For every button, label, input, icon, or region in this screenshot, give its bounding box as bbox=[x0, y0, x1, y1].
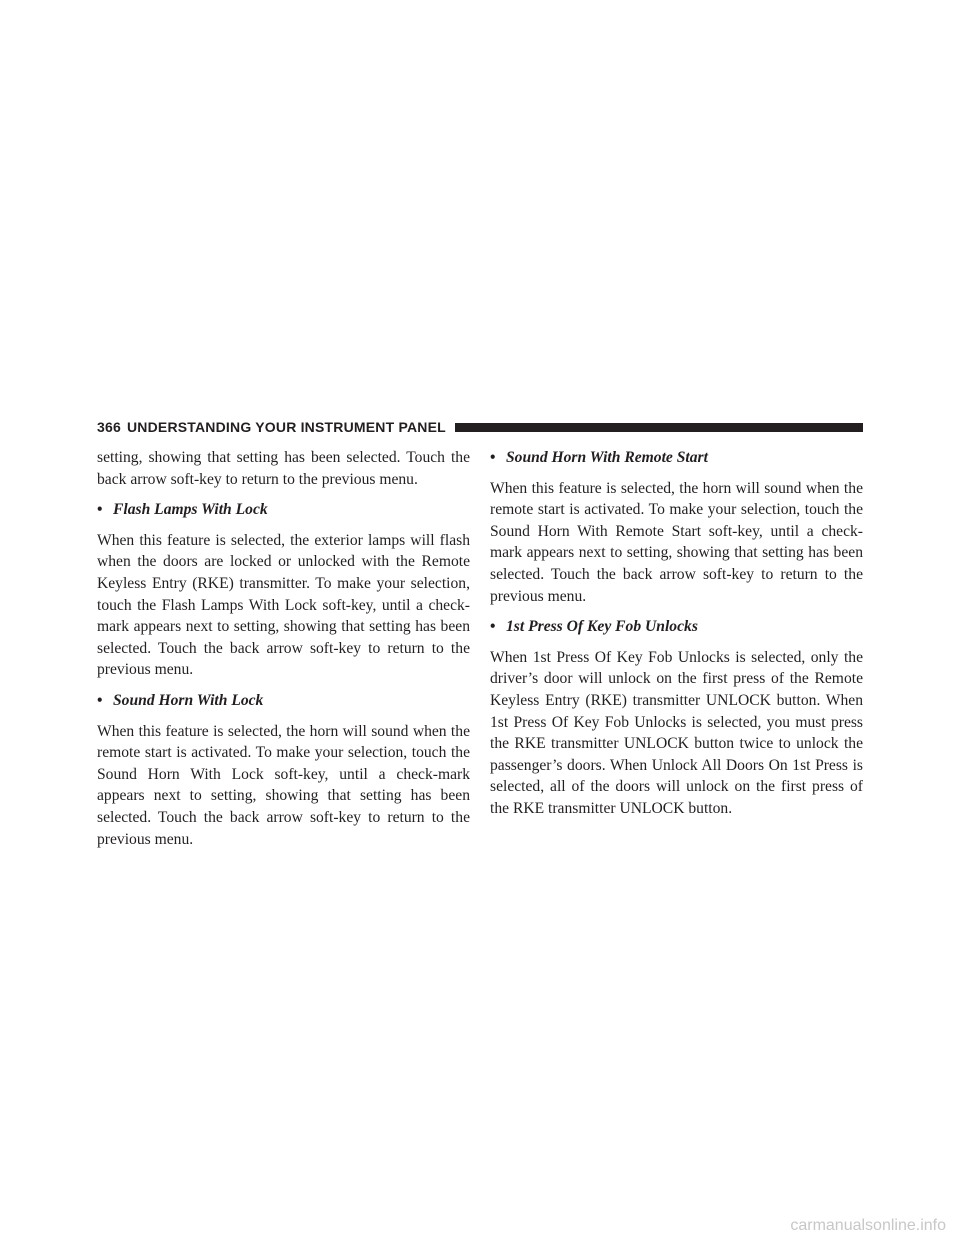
bullet-dot: • bbox=[97, 501, 103, 519]
bullet-sound-horn-remote-start bbox=[490, 447, 863, 469]
key-fob-unlocks-paragraph: When 1st Press Of Key Fob Unlocks is selected, only the driver’s door will unlock on the first press of the Remote Keyless Entry (RKE) transmitter UNLOCK button. When 1st Press Of Key Fob Unlocks is selected, you must press the RKE transmitter UNLOCK button twice to unlock the passenger’s doors. When Unlock All Doors On 1st Press is selected, all of the doors will unlock on the first press of the RKE transmitter UNLOCK button. bbox=[490, 648, 863, 817]
left-column bbox=[97, 447, 470, 859]
right-column bbox=[490, 447, 863, 829]
watermark-logo: carmanualsonline.info bbox=[790, 1217, 946, 1234]
header-rule bbox=[455, 423, 863, 432]
flash-lamps-paragraph: When this feature is selected, the exterior lamps will flash when the doors are locked or unlocked with the Remote Keyless Entry (RKE) transmitter. To make your selection, touch the Flash Lamps With Lock soft-key, until a check-mark appears next to setting, showing that setting has been selected. Touch the back arrow soft-key to return to the previous menu. bbox=[97, 531, 470, 679]
bullet-flash-lamps bbox=[97, 499, 470, 521]
page-header bbox=[97, 417, 863, 437]
bullet-title: Sound Horn With Remote Start bbox=[506, 449, 708, 466]
section-title: UNDERSTANDING YOUR INSTRUMENT PANEL bbox=[126, 419, 446, 435]
bullet-dot: • bbox=[97, 691, 103, 709]
intro-paragraph: setting, showing that setting has been selected. Touch the back arrow soft-key to return to the previous menu. bbox=[97, 449, 470, 488]
bullet-title: 1st Press Of Key Fob Unlocks bbox=[506, 618, 698, 636]
bullet-dot: • bbox=[490, 449, 496, 466]
page-number: 366 bbox=[97, 419, 121, 435]
bullet-dot: • bbox=[490, 618, 496, 636]
bullet-title: Sound Horn With Lock bbox=[113, 691, 264, 709]
bullet-key-fob-unlocks bbox=[490, 616, 863, 638]
bullet-sound-horn-lock bbox=[97, 690, 470, 712]
sound-horn-lock-paragraph: When this feature is selected, the horn will sound when the remote start is activated. To make your selection, touch the Sound Horn With Lock soft-key, until a check-mark appears next to setting, showing that setting has been selected. Touch the back arrow soft-key to return to the previous menu. bbox=[97, 722, 470, 848]
bullet-title: Flash Lamps With Lock bbox=[113, 501, 268, 519]
sound-horn-remote-start-paragraph: When this feature is selected, the horn will sound when the remote start is activated. To make your selection, touch the Sound Horn With Remote Start soft-key, until a check-mark appears next to setting, showing that setting has been selected. Touch the back arrow soft-key to return to the previous menu. bbox=[490, 479, 863, 605]
